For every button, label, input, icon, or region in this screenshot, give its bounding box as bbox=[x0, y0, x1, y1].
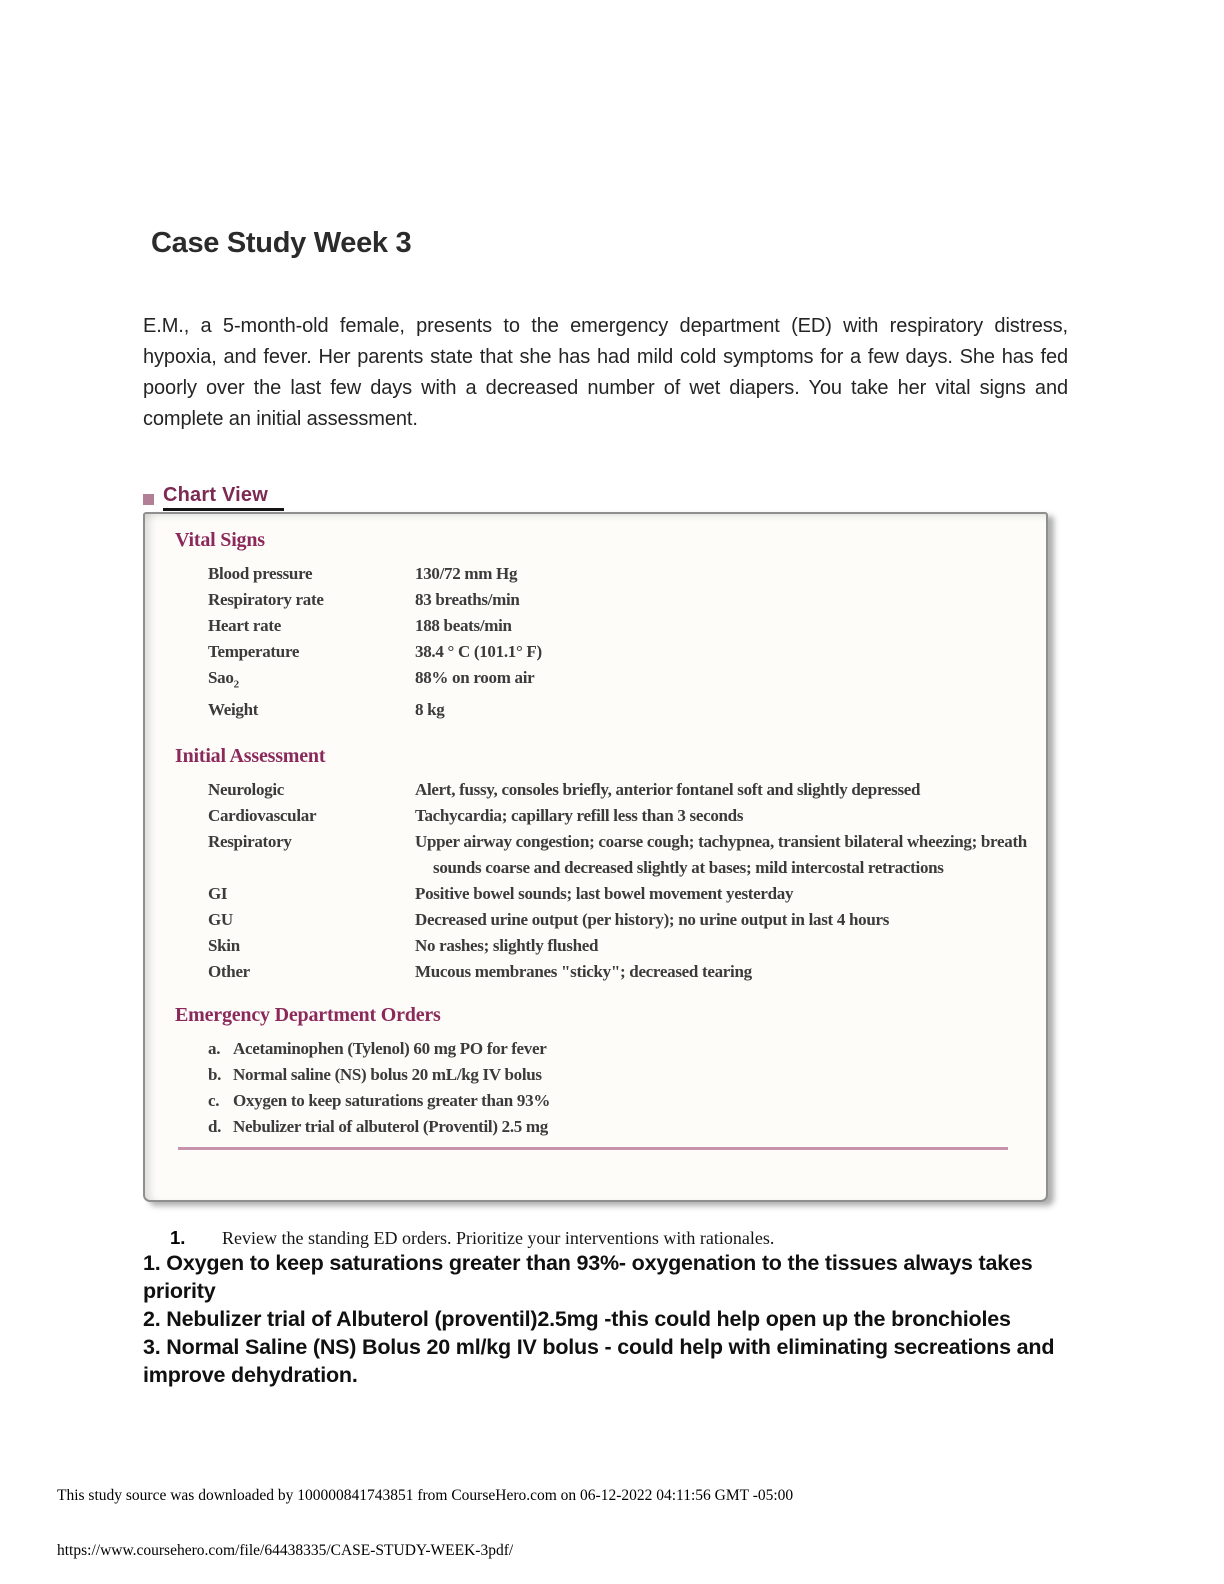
chart-view-link[interactable] bbox=[143, 484, 284, 511]
assessment-row-gu bbox=[175, 907, 1046, 933]
assessment-value: Upper airway congestion; coarse cough; tachypnea, transient bilateral wheezing; breath sounds coarse and decreased slightly at bases; mild intercostal retractions bbox=[415, 832, 1027, 878]
order-letter: a. bbox=[208, 1039, 221, 1059]
source-url-link[interactable]: https://www.coursehero.com/file/64438335/CASE-STUDY-WEEK-3pdf/ bbox=[57, 1542, 514, 1559]
answer-item-2: 2. Nebulizer trial of Albuterol (proventil)2.5mg -this could help open up the bronchioles bbox=[143, 1307, 1011, 1331]
vital-signs-heading: Vital Signs bbox=[175, 529, 265, 551]
page-title: Case Study Week 3 bbox=[151, 227, 412, 259]
download-attribution: This study source was downloaded by 100000841743851 from CourseHero.com on 06-12-2022 04:11:56 GMT -05:00 bbox=[57, 1487, 794, 1504]
vital-row-sao2 bbox=[175, 665, 1046, 697]
assessment-label: Neurologic bbox=[208, 780, 285, 800]
assessment-value: Decreased urine output (per history); no urine output in last 4 hours bbox=[415, 910, 890, 930]
assessment-value: Positive bowel sounds; last bowel movement yesterday bbox=[415, 884, 794, 904]
assessment-row-cardiovascular bbox=[175, 803, 1046, 829]
assessment-row-skin bbox=[175, 933, 1046, 959]
assessment-value: Alert, fussy, consoles briefly, anterior fontanel soft and slightly depressed bbox=[415, 780, 921, 800]
pink-divider bbox=[178, 1147, 1008, 1150]
intro-paragraph: E.M., a 5-month-old female, presents to the emergency department (ED) with respiratory distress, hypoxia, and fever. Her parents state that she has had mild cold symptoms for a few days. She has fed poorly over the last few days with a decreased number of wet diapers. You take her vital signs and complete an initial assessment. bbox=[143, 315, 1068, 430]
sao2-text: Sao bbox=[208, 668, 234, 687]
ed-order-item-c bbox=[175, 1088, 1046, 1114]
vital-label: Respiratory rate bbox=[208, 590, 324, 609]
vital-row-blood-pressure bbox=[175, 561, 1046, 587]
assessment-label: Cardiovascular bbox=[208, 806, 317, 826]
assessment-label: Skin bbox=[208, 936, 240, 956]
assessment-label: Other bbox=[208, 962, 250, 982]
assessment-label: GI bbox=[208, 884, 228, 904]
order-letter: c. bbox=[208, 1091, 220, 1111]
vital-label: Heart rate bbox=[208, 616, 281, 635]
vital-label: Blood pressure bbox=[208, 564, 313, 583]
ed-order-item-d bbox=[175, 1114, 1046, 1140]
vital-row-respiratory-rate bbox=[175, 587, 1046, 613]
vital-value: 8 kg bbox=[415, 700, 445, 720]
vital-label: Weight bbox=[208, 700, 259, 720]
question-text: Review the standing ED orders. Prioritize your interventions with rationales. bbox=[222, 1228, 775, 1248]
question-line bbox=[170, 1227, 774, 1249]
assessment-label: GU bbox=[208, 910, 233, 930]
assessment-row-other bbox=[175, 959, 1046, 985]
assessment-row-gi bbox=[175, 881, 1046, 907]
sao2-subscript: 2 bbox=[233, 678, 239, 691]
vital-row-heart-rate bbox=[175, 613, 1046, 639]
answers-block bbox=[143, 1249, 1091, 1389]
ed-order-item-b bbox=[175, 1062, 1046, 1088]
assessment-label: Respiratory bbox=[208, 832, 292, 852]
assessment-row-respiratory bbox=[175, 829, 1046, 881]
order-letter: b. bbox=[208, 1065, 222, 1085]
vital-label: Temperature bbox=[208, 642, 300, 661]
ed-orders-heading: Emergency Department Orders bbox=[175, 1004, 441, 1027]
vital-label bbox=[208, 665, 415, 697]
vital-value: 38.4 ° C (101.1° F) bbox=[415, 642, 542, 661]
question-number: 1. bbox=[170, 1227, 186, 1248]
ed-order-item-a bbox=[175, 1036, 1046, 1062]
chart-view-label: Chart View bbox=[163, 484, 284, 511]
answer-item-1: 1. Oxygen to keep saturations greater than 93%- oxygenation to the tissues always takes priority bbox=[143, 1251, 1033, 1303]
assessment-value: Mucous membranes "sticky"; decreased tearing bbox=[415, 962, 752, 982]
order-text: Nebulizer trial of albuterol (Proventil) 2.5 mg bbox=[233, 1117, 548, 1137]
vital-value: 130/72 mm Hg bbox=[415, 564, 518, 583]
assessment-value: Tachycardia; capillary refill less than 3 seconds bbox=[415, 806, 744, 826]
order-text: Acetaminophen (Tylenol) 60 mg PO for fever bbox=[233, 1039, 547, 1059]
vital-row-temperature bbox=[175, 639, 1046, 665]
vital-value: 83 breaths/min bbox=[415, 590, 520, 609]
assessment-value: No rashes; slightly flushed bbox=[415, 936, 599, 956]
assessment-row-neurologic bbox=[175, 777, 1046, 803]
vital-value: 188 beats/min bbox=[415, 616, 512, 635]
square-bullet-icon bbox=[143, 494, 154, 505]
vital-value: 88% on room air bbox=[415, 668, 535, 687]
order-text: Normal saline (NS) bolus 20 mL/kg IV bolus bbox=[233, 1065, 542, 1085]
order-letter: d. bbox=[208, 1117, 222, 1137]
answer-item-3: 3. Normal Saline (NS) Bolus 20 ml/kg IV bolus - could help with eliminating secreations and improve dehydration. bbox=[143, 1335, 1055, 1387]
vital-row-weight bbox=[175, 697, 1046, 723]
order-text: Oxygen to keep saturations greater than 93% bbox=[233, 1091, 551, 1111]
initial-assessment-heading: Initial Assessment bbox=[175, 745, 326, 768]
chart-view-box bbox=[143, 512, 1048, 1202]
